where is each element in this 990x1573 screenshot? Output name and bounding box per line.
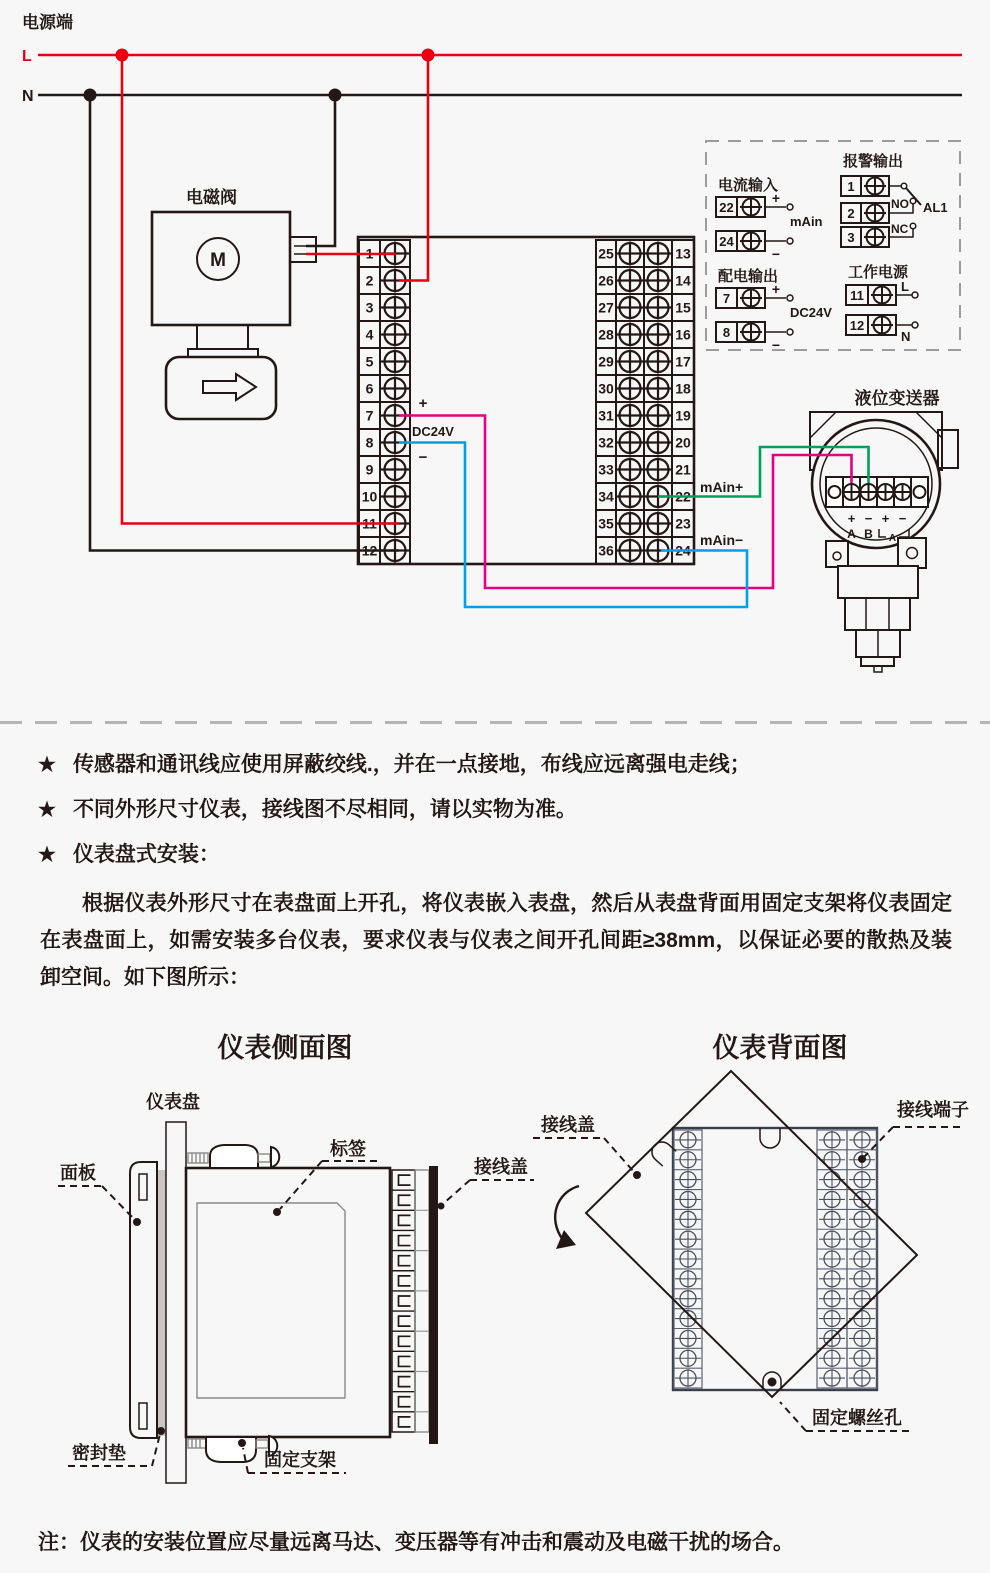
wire-neutral-to-t12 (90, 95, 399, 551)
terminal-number: 22 (675, 488, 691, 505)
flow-arrow-icon (203, 374, 256, 400)
section-divider (0, 721, 990, 724)
solenoid-label: 电磁阀 (186, 188, 237, 207)
solenoid-valve (152, 187, 316, 419)
terminal-number: 6 (365, 380, 374, 397)
dc24v-label: DC24V (412, 424, 454, 439)
terminal-number: 22 (719, 200, 734, 215)
note-item (38, 797, 751, 823)
power-rails (22, 12, 962, 105)
terminal-number: 2 (847, 206, 855, 221)
star-icon: ★ (38, 799, 56, 821)
terminal-cover-bar (429, 1166, 438, 1444)
side-view-title: 仪表侧面图 (217, 1033, 353, 1063)
terminal-number: 23 (675, 515, 691, 532)
minus-label: − (771, 246, 781, 262)
terminal-number: 9 (365, 461, 374, 478)
nc-label: NC (891, 222, 909, 236)
note-text: 不同外形尺寸仪表，接线图不尽相同，请以实物为准。 (72, 798, 577, 821)
mounting-figures (0, 1060, 990, 1515)
front-panel-label: 面板 (60, 1163, 96, 1183)
terminal-number: 16 (675, 326, 691, 343)
main-minus-label: mAin− (700, 532, 744, 548)
terminal-number: 2 (365, 272, 374, 289)
terminal-cover-label: 接线盖 (541, 1115, 595, 1135)
tag-label: 标签 (330, 1139, 366, 1159)
terminal-number: 10 (361, 488, 378, 505)
fixing-screw (768, 1378, 777, 1387)
screw-hole-label: 固定螺丝孔 (812, 1408, 902, 1428)
panel-board (166, 1122, 186, 1483)
plus-label: + (418, 395, 428, 412)
minus-label: − (418, 449, 428, 466)
wire-neutral-to-valve (306, 95, 335, 246)
gasket-label: 密封垫 (72, 1443, 126, 1463)
rotate-arrow-icon (555, 1186, 579, 1240)
terminal-number: 33 (598, 461, 614, 478)
terminal-number: 14 (675, 272, 691, 289)
terminal-number: 28 (598, 326, 614, 343)
terminal-number: 25 (598, 245, 614, 262)
terminal-number: 34 (598, 488, 614, 505)
terminal-number: 18 (675, 380, 691, 397)
install-paragraph: 根据仪表外形尺寸在表盘面上开孔，将仪表嵌入表盘，然后从表盘背面用固定支架将仪表固定在表盘面上，如需安装多台仪表，要求仪表与仪表之间开孔间距≥38mm，以保证必要的散热及装卸空间。如下图所示： (40, 892, 952, 989)
bottom-note: 注：仪表的安装位置应尽量远离马达、变压器等有冲击和震动及电磁干扰的场合。 (38, 1531, 794, 1554)
group-title: 电流输入 (718, 177, 779, 194)
terminal-number: 3 (365, 299, 374, 316)
current-input-group (716, 176, 823, 262)
front-panel (130, 1162, 157, 1438)
wire-dc24v-plus (399, 416, 852, 589)
terminal-number: 15 (675, 299, 691, 316)
terminal-number: 12 (361, 542, 378, 559)
polarity-label: − (898, 511, 907, 526)
terminal-number: 5 (365, 353, 374, 370)
terminal-number: 11 (850, 288, 864, 303)
terminal-number: 11 (362, 515, 377, 532)
top-clamp (188, 1145, 279, 1168)
back-left-column (674, 1130, 702, 1388)
top-tab (760, 1128, 780, 1148)
bracket-a-label: A (888, 533, 897, 544)
terminal-number: 8 (365, 434, 374, 451)
power-label: 电源端 (22, 13, 73, 32)
port-a-label: A (847, 527, 856, 541)
note-item (38, 842, 751, 868)
polarity-label: − (864, 511, 873, 526)
terminal-number: 36 (598, 542, 614, 559)
bracket-label: 固定支架 (264, 1450, 336, 1470)
terminal-number: 30 (598, 380, 614, 397)
polarity-label: + (881, 511, 890, 526)
left-terminal-strip (359, 240, 454, 564)
alarm-name: AL1 (923, 200, 948, 215)
note-text: 仪表盘式安装： (72, 843, 220, 866)
neutral-label: N (22, 88, 34, 105)
terminal-number: 32 (598, 434, 614, 451)
terminal-cover-label: 接线盖 (474, 1157, 528, 1177)
terminal-number: 7 (722, 291, 731, 306)
group-title: 报警输出 (843, 153, 904, 170)
note-text: 传感器和通讯线应使用屏蔽绞线.，并在一点接地，布线应远离强电走线； (72, 753, 751, 776)
live-label: L (22, 48, 32, 65)
terminal-number: 27 (598, 299, 614, 316)
minus-label: − (771, 337, 781, 353)
panel-board-label: 仪表盘 (146, 1092, 200, 1112)
main-label: mAin (790, 214, 823, 229)
terminal-number: 29 (598, 353, 614, 370)
group-title: 工作电源 (848, 264, 909, 281)
star-icon: ★ (38, 844, 56, 866)
wiring-diagram (0, 0, 990, 722)
dc24v-label: DC24V (790, 305, 832, 320)
plus-label: + (771, 190, 781, 206)
side-terminal-strip (392, 1170, 415, 1432)
terminal-number: 24 (675, 542, 691, 559)
terminal-number: 21 (675, 461, 691, 478)
terminal-block-label: 接线端子 (897, 1100, 969, 1120)
notes-list (38, 752, 751, 868)
terminal-number: 26 (598, 272, 614, 289)
terminal-number: 17 (675, 353, 691, 370)
transmitter-title: 液位变送器 (854, 389, 940, 408)
plus-label: + (771, 281, 781, 297)
back-view-title: 仪表背面图 (712, 1033, 848, 1063)
alarm-output-group (841, 152, 948, 247)
terminal-number: 31 (598, 407, 614, 424)
group-title: 配电输出 (718, 268, 779, 285)
terminal-number: 19 (675, 407, 691, 424)
terminal-number: 35 (598, 515, 614, 532)
terminal-number: 3 (847, 230, 855, 245)
level-transmitter (810, 388, 958, 672)
dist-output-group (716, 267, 832, 353)
note-item (38, 752, 751, 778)
terminal-number: 7 (365, 407, 374, 424)
terminal-number: 1 (365, 245, 374, 262)
label-area (197, 1203, 345, 1398)
terminal-number: 12 (849, 318, 865, 333)
port-b-label: B (864, 527, 873, 541)
neutral-label: N (901, 329, 911, 344)
star-icon: ★ (38, 754, 56, 776)
instrument-terminals (358, 237, 743, 564)
motor-symbol: M (210, 250, 226, 271)
terminal-number: 4 (365, 326, 374, 343)
io-detail-box (706, 141, 960, 353)
screw-head-icon (271, 1147, 279, 1167)
main-plus-label: mAin+ (700, 479, 744, 495)
terminal-number: 8 (722, 325, 731, 340)
terminal-number: 24 (719, 234, 734, 249)
live-label: L (901, 279, 909, 294)
polarity-label: + (847, 511, 856, 526)
instrument-body (186, 1168, 390, 1437)
gasket-strip (158, 1170, 166, 1436)
terminal-number: 20 (675, 434, 691, 451)
terminal-number: 1 (847, 179, 855, 194)
work-power-group (846, 263, 918, 344)
back-right-columns (817, 1130, 877, 1388)
terminal-number: 13 (675, 245, 691, 262)
back-view-figure (533, 1071, 969, 1431)
valve-connector (290, 237, 316, 262)
no-label: NO (891, 197, 909, 211)
side-view-figure (58, 1091, 534, 1483)
